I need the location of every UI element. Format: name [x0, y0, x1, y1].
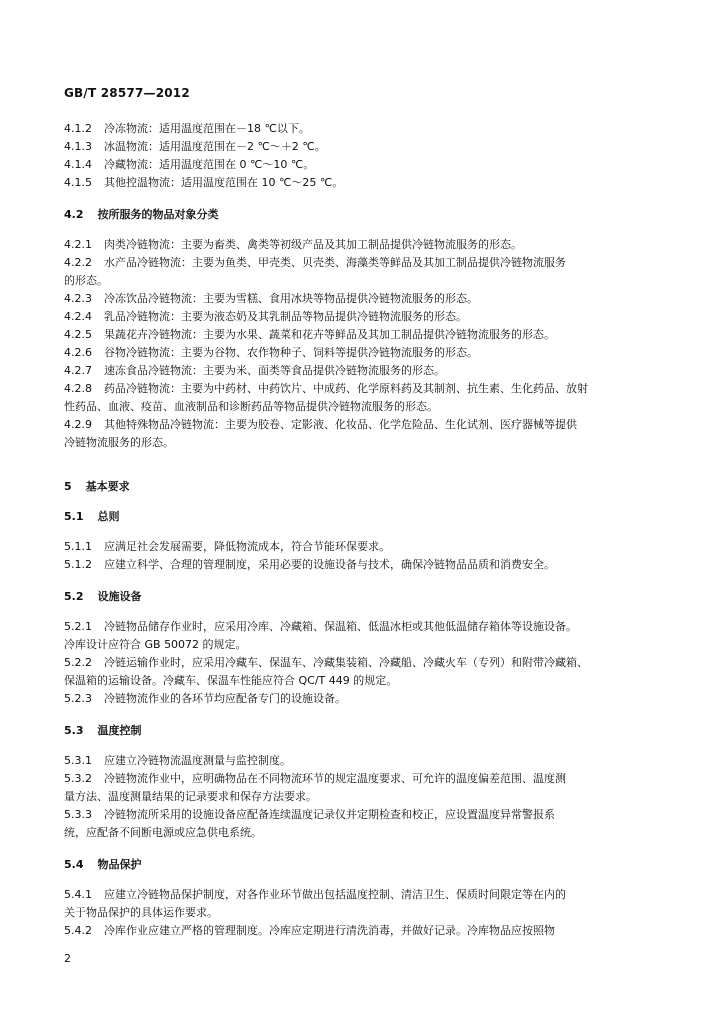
- clause-text: 保温箱的运输设备。冷藏车、保温车性能应符合 QC/T 449 的规定。: [64, 674, 398, 687]
- clause-number: 5.3.3: [64, 808, 92, 821]
- clause-number: 4.1.2: [64, 122, 92, 135]
- clause-text: 冷冻饮品冷链物流：主要为雪糕、食用冰块等物品提供冷链物流服务的形态。: [104, 292, 478, 305]
- clause-number: 4.2.5: [64, 328, 92, 341]
- clause-text: 其他特殊物品冷链物流：主要为胶卷、定影液、化妆品、化学危险品、生化试剂、医疗器械等提供: [104, 418, 577, 431]
- clause-number: 4.2.9: [64, 418, 92, 431]
- clause-text: 水产品冷链物流：主要为鱼类、甲壳类、贝壳类、海藻类等鲜品及其加工制品提供冷链物流服务: [104, 256, 566, 269]
- section-heading: [64, 508, 640, 526]
- clause-line: [64, 618, 640, 636]
- clause-text: 冷库设计应符合 GB 50072 的规定。: [64, 638, 247, 651]
- clause-number: 4.2.7: [64, 364, 92, 377]
- standard-number: GB/T 28577—2012: [64, 86, 190, 100]
- clause-line: [64, 398, 640, 416]
- clause-text: 冷库作业应建立严格的管理制度。冷库应定期进行清洗消毒，并做好记录。冷库物品应按照物: [104, 924, 555, 937]
- clause-line: [64, 434, 640, 452]
- clause-text: 关于物品保护的具体运作要求。: [64, 906, 218, 919]
- clause-text: 冷藏物流：适用温度范围在 0 ℃～10 ℃。: [104, 158, 315, 171]
- clause-line: [64, 362, 640, 380]
- clause-number: 4.2.2: [64, 256, 92, 269]
- clause-line: [64, 654, 640, 672]
- clause-number: 5.1.2: [64, 558, 92, 571]
- section-heading: [64, 856, 640, 874]
- clause-text: 冷链物品储存作业时，应采用冷库、冷藏箱、保温箱、低温冰柜或其他低温储存箱体等设施设备。: [104, 620, 577, 633]
- section-heading: [64, 588, 640, 606]
- clause-line: [64, 886, 640, 904]
- clause-text: 总则: [97, 510, 120, 523]
- clause-text: 冷冻物流：适用温度范围在－18 ℃以下。: [104, 122, 310, 135]
- clause-number: 4.2.3: [64, 292, 92, 305]
- clause-line: [64, 556, 640, 574]
- clause-line: [64, 416, 640, 434]
- clause-text: 温度控制: [97, 724, 142, 737]
- clause-text: 统，应配备不间断电源或应急供电系统。: [64, 826, 262, 839]
- clause-line: [64, 824, 640, 842]
- clause-number: 5.2: [64, 590, 84, 603]
- clause-line: [64, 138, 640, 156]
- clause-number: 5.2.3: [64, 692, 92, 705]
- clause-line: [64, 538, 640, 556]
- clause-line: [64, 806, 640, 824]
- clause-text: 其他控温物流：适用温度范围在 10 ℃～25 ℃。: [104, 176, 344, 189]
- clause-text: 基本要求: [85, 480, 130, 493]
- clause-line: [64, 636, 640, 654]
- clause-number: 5.2.2: [64, 656, 92, 669]
- clause-text: 速冻食品冷链物流：主要为米、面类等食品提供冷链物流服务的形态。: [104, 364, 445, 377]
- clause-line: [64, 290, 640, 308]
- clause-line: [64, 904, 640, 922]
- page-number: 2: [64, 952, 71, 965]
- clause-text: 应建立冷链物流温度测量与监控制度。: [104, 754, 291, 767]
- clause-line: [64, 272, 640, 290]
- clause-line: [64, 254, 640, 272]
- clause-line: [64, 344, 640, 362]
- clause-number: 4.1.4: [64, 158, 92, 171]
- clause-text: 药品冷链物流：主要为中药材、中药饮片、中成药、化学原料药及其制剂、抗生素、生化药品、放射: [104, 382, 588, 395]
- clause-line: [64, 236, 640, 254]
- clause-number: 5: [64, 480, 72, 493]
- clause-text: 性药品、血液、疫苗、血液制品和诊断药品等物品提供冷链物流服务的形态。: [64, 400, 438, 413]
- clause-text: 应建立科学、合理的管理制度，采用必要的设施设备与技术，确保冷链物品品质和消费安全。: [104, 558, 555, 571]
- clause-number: 4.1.5: [64, 176, 92, 189]
- clause-number: 4.1.3: [64, 140, 92, 153]
- clause-text: 的形态。: [64, 274, 108, 287]
- clause-text: 冷链物流所采用的设施设备应配备连续温度记录仪并定期检查和校正，应设置温度异常警报系: [104, 808, 555, 821]
- clause-line: [64, 308, 640, 326]
- clause-line: [64, 380, 640, 398]
- clause-number: 5.1: [64, 510, 84, 523]
- clause-number: 4.2.6: [64, 346, 92, 359]
- clause-number: 4.2.8: [64, 382, 92, 395]
- clause-line: [64, 156, 640, 174]
- clause-line: [64, 770, 640, 788]
- clause-line: [64, 922, 640, 940]
- clause-line: [64, 120, 640, 138]
- clause-text: 肉类冷链物流：主要为畜类、禽类等初级产品及其加工制品提供冷链物流服务的形态。: [104, 238, 522, 251]
- clause-text: 物品保护: [97, 858, 142, 871]
- clause-text: 应建立冷链物品保护制度，对各作业环节做出包括温度控制、清洁卫生、保质时间限定等在内的: [104, 888, 566, 901]
- clause-text: 设施设备: [97, 590, 142, 603]
- clause-line: [64, 174, 640, 192]
- clause-line: [64, 690, 640, 708]
- clause-text: 冰温物流：适用温度范围在－2 ℃～＋2 ℃。: [104, 140, 326, 153]
- clause-text: 谷物冷链物流：主要为谷物、农作物种子、饲料等提供冷链物流服务的形态。: [104, 346, 478, 359]
- clause-text: 按所服务的物品对象分类: [97, 208, 219, 221]
- clause-number: 5.3: [64, 724, 84, 737]
- clause-text: 果蔬花卉冷链物流：主要为水果、蔬菜和花卉等鲜品及其加工制品提供冷链物流服务的形态。: [104, 328, 555, 341]
- clause-text: 冷链运输作业时，应采用冷藏车、保温车、冷藏集装箱、冷藏船、冷藏火车（专列）和附带冷藏箱、: [104, 656, 588, 669]
- clause-line: [64, 752, 640, 770]
- clause-text: 冷链物流作业中，应明确物品在不同物流环节的规定温度要求、可允许的温度偏差范围、温度测: [104, 772, 566, 785]
- section-heading: [64, 722, 640, 740]
- clause-number: 5.4.2: [64, 924, 92, 937]
- clause-number: 4.2: [64, 208, 84, 221]
- clause-line: [64, 326, 640, 344]
- section-heading: [64, 478, 640, 496]
- clause-number: 5.3.2: [64, 772, 92, 785]
- clause-text: 量方法、温度测量结果的记录要求和保存方法要求。: [64, 790, 317, 803]
- clause-number: 5.4: [64, 858, 84, 871]
- clause-number: 4.2.1: [64, 238, 92, 251]
- clause-number: 5.1.1: [64, 540, 92, 553]
- clause-line: [64, 788, 640, 806]
- clause-text: 应满足社会发展需要，降低物流成本，符合节能环保要求。: [104, 540, 390, 553]
- clause-text: 冷链物流作业的各环节均应配备专门的设施设备。: [104, 692, 346, 705]
- clause-number: 5.4.1: [64, 888, 92, 901]
- section-heading: [64, 206, 640, 224]
- clause-number: 5.3.1: [64, 754, 92, 767]
- clause-text: 乳品冷链物流：主要为液态奶及其乳制品等物品提供冷链物流服务的形态。: [104, 310, 467, 323]
- clause-number: 5.2.1: [64, 620, 92, 633]
- clause-line: [64, 672, 640, 690]
- clause-text: 冷链物流服务的形态。: [64, 436, 174, 449]
- clause-number: 4.2.4: [64, 310, 92, 323]
